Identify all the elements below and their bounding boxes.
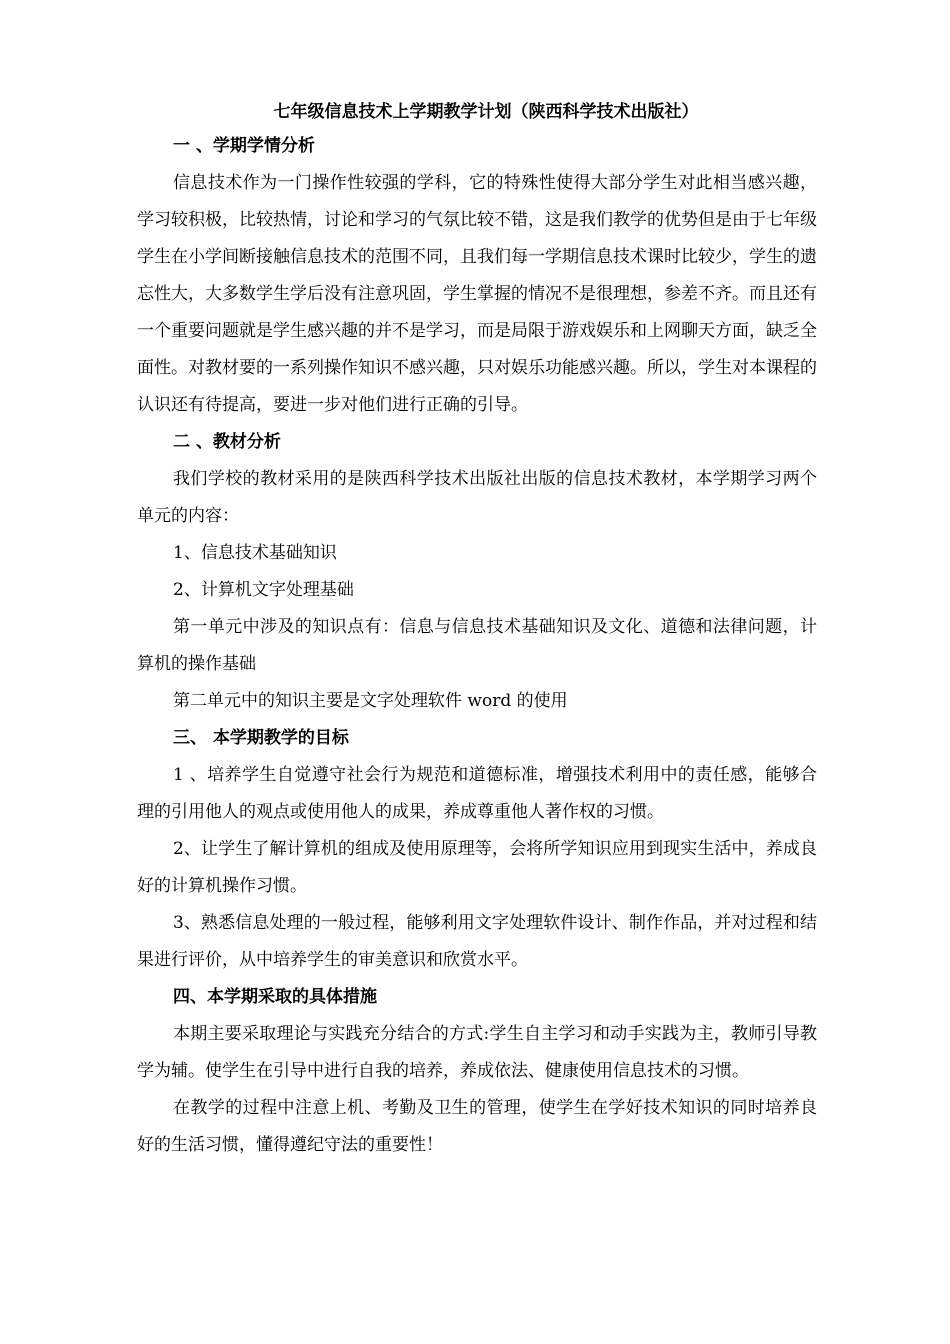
section-3-paragraph-3: 3、熟悉信息处理的一般过程，能够利用文字处理软件设计、制作作品，并对过程和结果进行评价，从中培养学生的审美意识和欣赏水平。 bbox=[137, 913, 817, 970]
document-page bbox=[137, 96, 817, 1164]
document-title: 七年级信息技术上学期教学计划（陕西科学技术出版社） bbox=[273, 102, 699, 122]
section-heading-3: 三、 本学期教学的目标 bbox=[173, 728, 349, 748]
section-2-list-item-1: 1、信息技术基础知识 bbox=[173, 543, 337, 563]
section-2-paragraph-3: 第二单元中的知识主要是文字处理软件 word 的使用 bbox=[173, 691, 568, 711]
section-2-paragraph-2: 第一单元中涉及的知识点有：信息与信息技术基础知识及文化、道德和法律问题，计算机的操作基础 bbox=[137, 617, 817, 674]
section-2-list-item-2: 2、计算机文字处理基础 bbox=[173, 580, 354, 600]
section-4-paragraph-1: 本期主要采取理论与实践充分结合的方式:学生自主学习和动手实践为主，教师引导教学为辅。使学生在引导中进行自我的培养，养成依法、健康使用信息技术的习惯。 bbox=[137, 1024, 817, 1081]
section-2-paragraph-1: 我们学校的教材采用的是陕西科学技术出版社出版的信息技术教材，本学期学习两个单元的内容： bbox=[137, 469, 817, 526]
section-heading-4: 四、本学期采取的具体措施 bbox=[173, 987, 377, 1007]
section-3-paragraph-1: 1 、培养学生自觉遵守社会行为规范和道德标准，增强技术利用中的责任感，能够合理的引用他人的观点或使用他人的成果，养成尊重他人著作权的习惯。 bbox=[137, 765, 817, 822]
section-heading-2: 二 、教材分析 bbox=[173, 432, 281, 452]
section-heading-1: 一 、学期学情分析 bbox=[173, 136, 315, 156]
section-1-paragraph-1: 信息技术作为一门操作性较强的学科，它的特殊性使得大部分学生对此相当感兴趣，学习较积极，比较热情，讨论和学习的气氛比较不错，这是我们教学的优势但是由于七年级学生在小学间断接触信息技术的范围不同，且我们每一学期信息技术课时比较少，学生的遗忘性大，大多数学生学后没有注意巩固，学生掌握的情况不是很理想，参差不齐。而且还有一个重要问题就是学生感兴趣的并不是学习，而是局限于游戏娱乐和上网聊天方面，缺乏全面性。对教材要的一系列操作知识不感兴趣，只对娱乐功能感兴趣。所以，学生对本课程的认识还有待提高，要进一步对他们进行正确的引导。 bbox=[137, 173, 817, 415]
section-4-paragraph-2: 在教学的过程中注意上机、考勤及卫生的管理，使学生在学好技术知识的同时培养良好的生活习惯，懂得遵纪守法的重要性！ bbox=[137, 1098, 817, 1155]
section-3-paragraph-2: 2、让学生了解计算机的组成及使用原理等，会将所学知识应用到现实生活中，养成良好的计算机操作习惯。 bbox=[137, 839, 817, 896]
